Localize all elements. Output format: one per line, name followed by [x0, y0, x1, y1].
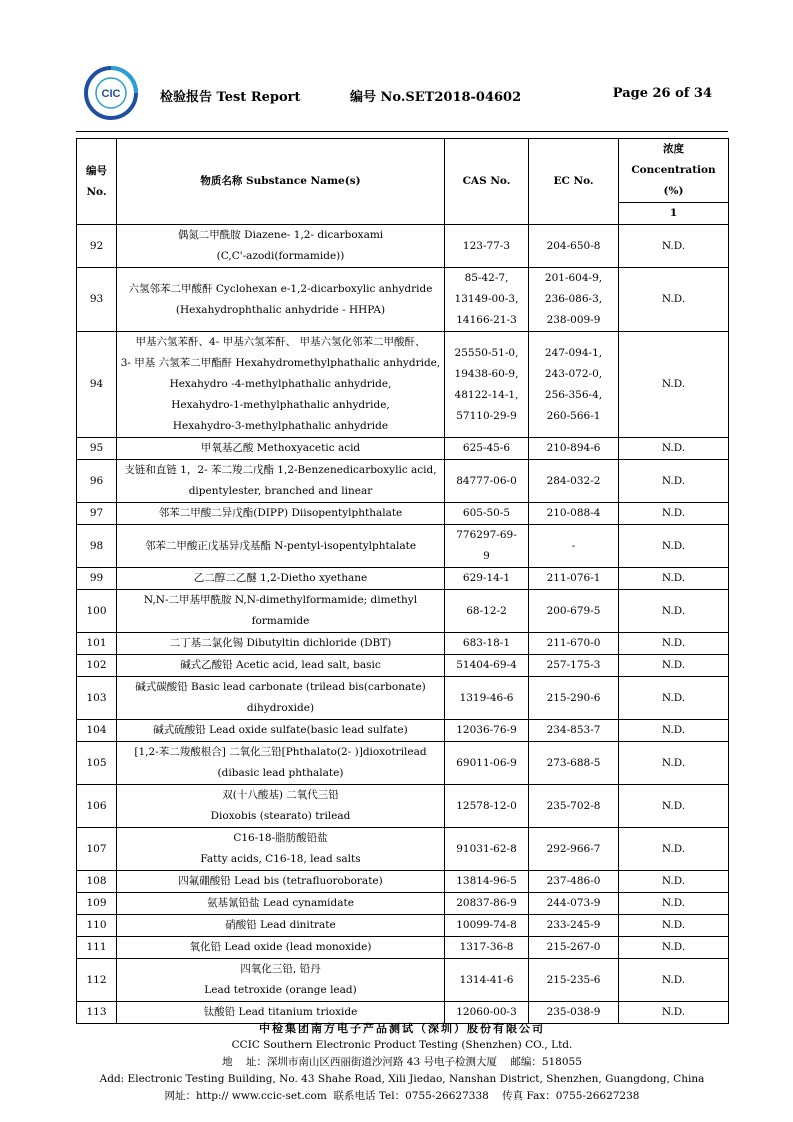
- cell-substance: 钛酸铅 Lead titanium trioxide: [117, 1002, 445, 1024]
- cell-conc: N.D.: [619, 503, 729, 525]
- cell-substance: 碱式硫酸铅 Lead oxide sulfate(basic lead sulfate): [117, 720, 445, 742]
- cell-no: 109: [77, 893, 117, 915]
- cell-ec: 292-966-7: [529, 828, 619, 871]
- cell-no: 96: [77, 460, 117, 503]
- table-row: [77, 460, 729, 503]
- cell-cas: 85-42-7, 13149-00-3, 14166-21-3: [445, 268, 529, 332]
- cell-no: 108: [77, 871, 117, 893]
- cell-conc: N.D.: [619, 871, 729, 893]
- cell-substance: 碱式乙酸铅 Acetic acid, lead salt, basic: [117, 655, 445, 677]
- cell-no: 97: [77, 503, 117, 525]
- cell-cas: 12036-76-9: [445, 720, 529, 742]
- cell-ec: 233-245-9: [529, 915, 619, 937]
- cell-conc: N.D.: [619, 568, 729, 590]
- cell-conc: N.D.: [619, 268, 729, 332]
- cell-conc: N.D.: [619, 959, 729, 1002]
- cell-cas: 13814-96-5: [445, 871, 529, 893]
- cell-ec: 215-290-6: [529, 677, 619, 720]
- cell-cas: 1317-36-8: [445, 937, 529, 959]
- table-row: [77, 893, 729, 915]
- substance-table: [76, 138, 729, 1024]
- table-row: [77, 785, 729, 828]
- header-no: 编号 No.: [77, 139, 117, 225]
- cell-substance: 甲氧基乙酸 Methoxyacetic acid: [117, 438, 445, 460]
- table-row: [77, 959, 729, 1002]
- cell-ec: 211-670-0: [529, 633, 619, 655]
- cell-ec: 201-604-9, 236-086-3, 238-009-9: [529, 268, 619, 332]
- cell-substance: 邻苯二甲酸二异戊酯(DIPP) Diisopentylphthalate: [117, 503, 445, 525]
- report-title: 检验报告 Test Report: [160, 90, 301, 105]
- company-name-cn: 中检集团南方电子产品测试（深圳）股份有限公司: [259, 1022, 545, 1035]
- cell-conc: N.D.: [619, 332, 729, 438]
- cell-conc: N.D.: [619, 460, 729, 503]
- cell-cas: 25550-51-0, 19438-60-9, 48122-14-1, 57110-29-9: [445, 332, 529, 438]
- table-row: [77, 225, 729, 268]
- cell-substance: 二丁基二氯化锡 Dibutyltin dichloride (DBT): [117, 633, 445, 655]
- cell-ec: 204-650-8: [529, 225, 619, 268]
- cell-substance: 支链和直链 1，2- 苯二羧二戊酯 1,2-Benzenedicarboxylic acid, dipentylester, branched and linear: [117, 460, 445, 503]
- cell-conc: N.D.: [619, 937, 729, 959]
- cell-cas: 10099-74-8: [445, 915, 529, 937]
- cell-ec: 234-853-7: [529, 720, 619, 742]
- cell-cas: 776297-69- 9: [445, 525, 529, 568]
- cell-conc: N.D.: [619, 1002, 729, 1024]
- cell-no: 110: [77, 915, 117, 937]
- table-row: [77, 590, 729, 633]
- cell-ec: 247-094-1, 243-072-0, 256-356-4, 260-566-1: [529, 332, 619, 438]
- cell-no: 103: [77, 677, 117, 720]
- cell-substance: 氧化铅 Lead oxide (lead monoxide): [117, 937, 445, 959]
- header-ec: EC No.: [529, 139, 619, 225]
- contact-info: 网址：http:// www.ccic-set.com 联系电话 Tel：0755-26627338 传真 Fax：0755-26627238: [164, 1090, 640, 1102]
- cell-substance: 甲基六氢苯酐、4- 甲基六氢苯酐、 甲基六氢化邻苯二甲酸酐、 3- 甲基 六氢苯二甲酯酐 Hexahydromethylphathalic anhydride, Hexahydro -4-methylphathalic anhydride, Hexahydro-1-methylphathalic anhydride, Hexahydro-3-methylphathalic anhydride: [117, 332, 445, 438]
- cell-substance: N,N-二甲基甲酰胺 N,N-dimethylformamide; dimethyl formamide: [117, 590, 445, 633]
- cell-conc: N.D.: [619, 438, 729, 460]
- cell-cas: 123-77-3: [445, 225, 529, 268]
- cell-no: 112: [77, 959, 117, 1002]
- page-footer: [76, 1020, 728, 1105]
- cell-ec: 257-175-3: [529, 655, 619, 677]
- cell-substance: 乙二醇二乙醚 1,2-Dietho xyethane: [117, 568, 445, 590]
- cell-substance: 碱式碳酸铅 Basic lead carbonate (trilead bis(carbonate) dihydroxide): [117, 677, 445, 720]
- cell-cas: 20837-86-9: [445, 893, 529, 915]
- table-row: [77, 871, 729, 893]
- table-row: [77, 633, 729, 655]
- cell-cas: 68-12-2: [445, 590, 529, 633]
- page-header: [84, 64, 724, 124]
- cell-no: 106: [77, 785, 117, 828]
- cell-conc: N.D.: [619, 915, 729, 937]
- cell-ec: 244-073-9: [529, 893, 619, 915]
- cell-no: 105: [77, 742, 117, 785]
- cell-no: 107: [77, 828, 117, 871]
- cell-conc: N.D.: [619, 590, 729, 633]
- cell-conc: N.D.: [619, 742, 729, 785]
- cell-conc: N.D.: [619, 225, 729, 268]
- cell-ec: 237-486-0: [529, 871, 619, 893]
- cell-cas: 84777-06-0: [445, 460, 529, 503]
- cell-conc: N.D.: [619, 893, 729, 915]
- header-substance: 物质名称 Substance Name(s): [117, 139, 445, 225]
- cell-substance: 六氢邻苯二甲酸酐 Cyclohexan e-1,2-dicarboxylic anhydride (Hexahydrophthalic anhydride - HHPA): [117, 268, 445, 332]
- page-number: Page 26 of 34: [612, 86, 712, 101]
- header-cas: CAS No.: [445, 139, 529, 225]
- cell-no: 102: [77, 655, 117, 677]
- cell-no: 99: [77, 568, 117, 590]
- cell-no: 94: [77, 332, 117, 438]
- cell-cas: 69011-06-9: [445, 742, 529, 785]
- cell-cas: 91031-62-8: [445, 828, 529, 871]
- cell-ec: 210-088-4: [529, 503, 619, 525]
- table-row: [77, 503, 729, 525]
- cell-ec: 211-076-1: [529, 568, 619, 590]
- table-row: [77, 568, 729, 590]
- cell-substance: 氨基氰铅盐 Lead cynamidate: [117, 893, 445, 915]
- cell-no: 98: [77, 525, 117, 568]
- table-row: [77, 438, 729, 460]
- cell-substance: 偶氮二甲酰胺 Diazene- 1,2- dicarboxami (C,C'-azodi(formamide)): [117, 225, 445, 268]
- cell-substance: C16-18-脂肪酸铅盐 Fatty acids, C16-18, lead salts: [117, 828, 445, 871]
- cell-cas: 51404-69-4: [445, 655, 529, 677]
- cell-no: 92: [77, 225, 117, 268]
- cell-conc: N.D.: [619, 677, 729, 720]
- cell-cas: 625-45-6: [445, 438, 529, 460]
- cell-no: 93: [77, 268, 117, 332]
- cell-conc: N.D.: [619, 720, 729, 742]
- table-row: [77, 655, 729, 677]
- cell-ec: 235-038-9: [529, 1002, 619, 1024]
- cell-substance: 硝酸铅 Lead dinitrate: [117, 915, 445, 937]
- cell-substance: 四氧化三铅, 铅丹 Lead tetroxide (orange lead): [117, 959, 445, 1002]
- cell-no: 95: [77, 438, 117, 460]
- cell-ec: -: [529, 525, 619, 568]
- table-row: [77, 915, 729, 937]
- cell-ec: 200-679-5: [529, 590, 619, 633]
- table-row: [77, 677, 729, 720]
- cell-substance: 双(十八酸基) 二氧代三铅 Dioxobis (stearato) trilead: [117, 785, 445, 828]
- header-concentration-sub: 1: [619, 203, 729, 225]
- address-cn: 地 址：深圳市南山区西丽街道沙河路 43 号电子检测大厦 邮编：518055: [222, 1056, 582, 1068]
- cell-no: 101: [77, 633, 117, 655]
- cell-cas: 1319-46-6: [445, 677, 529, 720]
- cell-conc: N.D.: [619, 828, 729, 871]
- cell-cas: 1314-41-6: [445, 959, 529, 1002]
- cell-cas: 605-50-5: [445, 503, 529, 525]
- table-row: [77, 937, 729, 959]
- cell-substance: 邻苯二甲酸正戊基异戊基酯 N-pentyl-isopentylphtalate: [117, 525, 445, 568]
- cell-no: 111: [77, 937, 117, 959]
- cell-conc: N.D.: [619, 655, 729, 677]
- cell-no: 113: [77, 1002, 117, 1024]
- table-row: [77, 828, 729, 871]
- table-row: [77, 268, 729, 332]
- cell-conc: N.D.: [619, 785, 729, 828]
- table-row: [77, 525, 729, 568]
- cell-no: 100: [77, 590, 117, 633]
- logo-text: CIC: [101, 88, 121, 100]
- address-en: Add: Electronic Testing Building, No. 43 Shahe Road, Xili Jiedao, Nanshan District, Shenzhen, Guangdong, China: [99, 1073, 705, 1085]
- table-row: [77, 742, 729, 785]
- cell-ec: 284-032-2: [529, 460, 619, 503]
- cell-cas: 12578-12-0: [445, 785, 529, 828]
- cell-cas: 12060-00-3: [445, 1002, 529, 1024]
- cell-ec: 215-235-6: [529, 959, 619, 1002]
- report-number: 编号 No.SET2018-04602: [350, 90, 522, 105]
- cell-ec: 210-894-6: [529, 438, 619, 460]
- cell-no: 104: [77, 720, 117, 742]
- table-row: [77, 332, 729, 438]
- company-name-en: CCIC Southern Electronic Product Testing (Shenzhen) CO., Ltd.: [231, 1039, 573, 1051]
- cell-conc: N.D.: [619, 633, 729, 655]
- ccic-logo-icon: [84, 66, 138, 120]
- cell-ec: 273-688-5: [529, 742, 619, 785]
- cell-substance: 四氟硼酸铅 Lead bis (tetrafluoroborate): [117, 871, 445, 893]
- cell-substance: [1,2-苯二羧酸根合] 二氧化三铅[Phthalato(2- )]dioxotrilead (dibasic lead phthalate): [117, 742, 445, 785]
- cell-cas: 629-14-1: [445, 568, 529, 590]
- cell-ec: 235-702-8: [529, 785, 619, 828]
- header-rule: [76, 131, 728, 132]
- header-concentration: 浓度 Concentration (%): [619, 139, 729, 203]
- table-row: [77, 720, 729, 742]
- cell-cas: 683-18-1: [445, 633, 529, 655]
- cell-conc: N.D.: [619, 525, 729, 568]
- cell-ec: 215-267-0: [529, 937, 619, 959]
